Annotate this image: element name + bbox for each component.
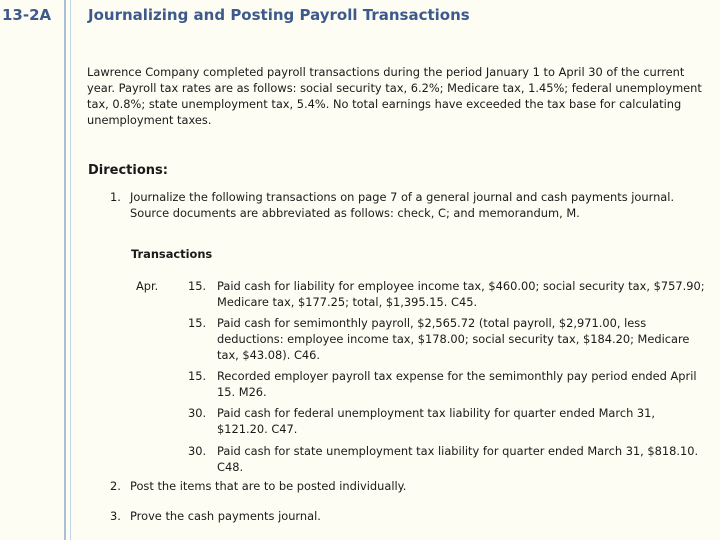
transaction-item xyxy=(188,443,708,475)
transaction-item xyxy=(188,278,708,310)
transaction-day: 15. xyxy=(188,369,207,383)
page-title: Journalizing and Posting Payroll Transactions xyxy=(88,6,470,24)
transaction-month: Apr. xyxy=(136,279,159,293)
direction-step-3 xyxy=(110,508,710,524)
transaction-day: 15. xyxy=(188,279,207,293)
directions-heading: Directions: xyxy=(88,163,168,178)
step-text: Post the items that are to be posted individually. xyxy=(130,479,407,493)
step-number: 1. xyxy=(110,190,121,204)
transaction-text: Recorded employer payroll tax expense for the semimonthly pay period ended April 15. M26. xyxy=(217,369,697,399)
transactions-heading: Transactions xyxy=(131,247,213,261)
transaction-text: Paid cash for state unemployment tax liability for quarter ended March 31, $818.10. C48. xyxy=(217,444,699,474)
transaction-text: Paid cash for semimonthly payroll, $2,565.72 (total payroll, $2,971.00, less deductions: employee income tax, $178.00; social security tax, $184.20; Medicare tax, $43.08). C46. xyxy=(217,316,690,362)
step-text: Journalize the following transactions on page 7 of a general journal and cash payments journal. Source documents are abbreviated as follows: check, C; and memorandum, M. xyxy=(130,190,675,220)
transaction-day: 30. xyxy=(188,444,207,458)
margin-rule xyxy=(64,0,66,540)
direction-step-1 xyxy=(110,189,710,237)
transaction-item xyxy=(188,315,708,363)
step-text: Prove the cash payments journal. xyxy=(130,509,321,523)
intro-paragraph: Lawrence Company completed payroll transactions during the period January 1 to April 30 of the current year. Payroll tax rates are as follows: social security tax, 6.2%; Medicare tax, 1.45%; federal unemployment tax, 0.8%; state unemployment tax, 5.4%. No total earnings have exceeded the tax base for calculating unemployment taxes. xyxy=(87,65,702,127)
direction-step-2 xyxy=(110,478,710,494)
transaction-day: 15. xyxy=(188,316,207,330)
margin-rule-thin xyxy=(70,0,71,540)
problem-code: 13-2A xyxy=(2,6,52,24)
step-number: 2. xyxy=(110,479,121,493)
step-number: 3. xyxy=(110,509,121,523)
transaction-text: Paid cash for federal unemployment tax liability for quarter ended March 31, $121.20. C47. xyxy=(217,406,656,436)
transaction-text: Paid cash for liability for employee income tax, $460.00; social security tax, $757.90; Medicare tax, $177.25; total, $1,395.15. C45. xyxy=(217,279,705,309)
transaction-item xyxy=(188,405,708,437)
transaction-item xyxy=(188,368,708,400)
transaction-day: 30. xyxy=(188,406,207,420)
